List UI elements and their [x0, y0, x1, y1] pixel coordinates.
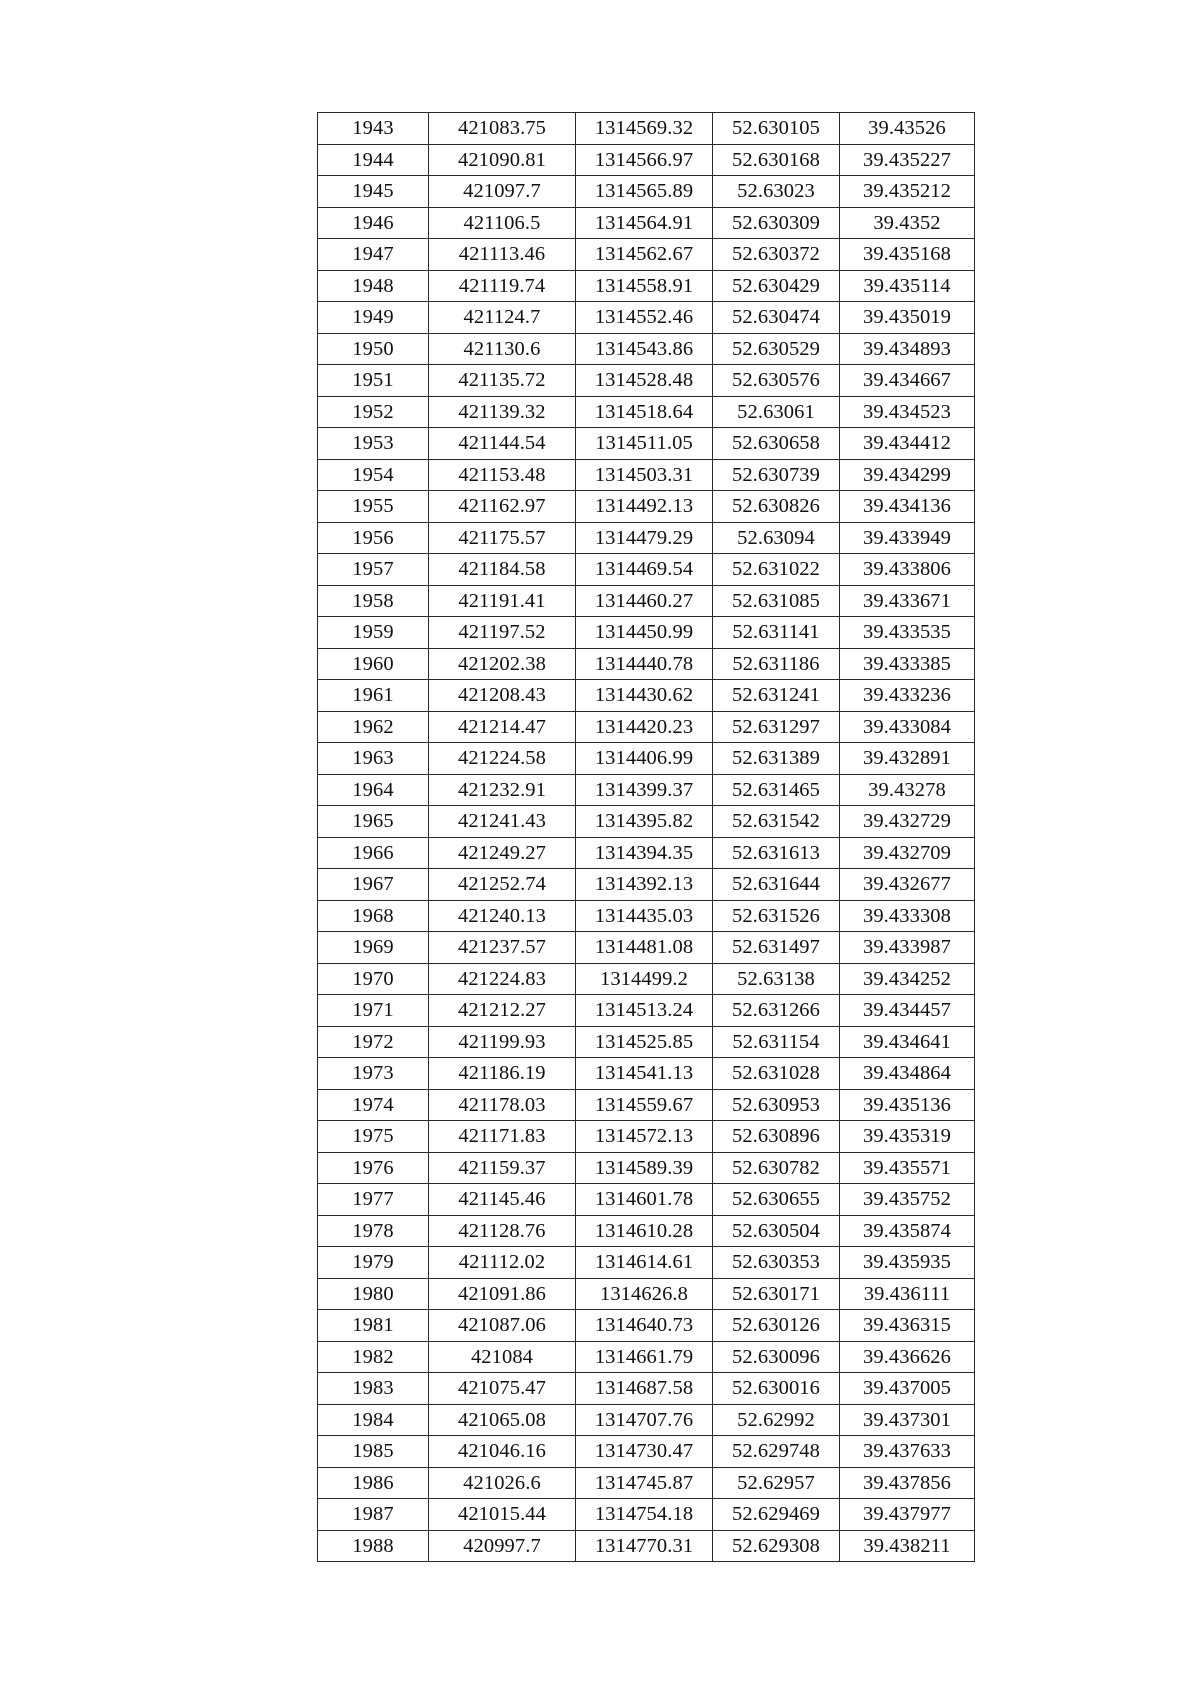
table-row: [318, 1058, 975, 1090]
longitude-cell: 39.434412: [840, 428, 975, 460]
table-row: [318, 711, 975, 743]
point-number-cell: 1982: [318, 1341, 429, 1373]
latitude-cell: 52.630096: [713, 1341, 840, 1373]
point-number-cell: 1973: [318, 1058, 429, 1090]
table-row: [318, 932, 975, 964]
point-number-cell: 1951: [318, 365, 429, 397]
latitude-cell: 52.631297: [713, 711, 840, 743]
x-coordinate-cell: 421199.93: [429, 1026, 576, 1058]
y-coordinate-cell: 1314754.18: [576, 1499, 713, 1531]
latitude-cell: 52.630474: [713, 302, 840, 334]
y-coordinate-cell: 1314481.08: [576, 932, 713, 964]
y-coordinate-cell: 1314707.76: [576, 1404, 713, 1436]
longitude-cell: 39.435168: [840, 239, 975, 271]
latitude-cell: 52.631465: [713, 774, 840, 806]
x-coordinate-cell: 421175.57: [429, 522, 576, 554]
table-row: [318, 900, 975, 932]
longitude-cell: 39.4352: [840, 207, 975, 239]
y-coordinate-cell: 1314430.62: [576, 680, 713, 712]
x-coordinate-cell: 421224.58: [429, 743, 576, 775]
point-number-cell: 1949: [318, 302, 429, 334]
longitude-cell: 39.433671: [840, 585, 975, 617]
point-number-cell: 1969: [318, 932, 429, 964]
latitude-cell: 52.630016: [713, 1373, 840, 1405]
y-coordinate-cell: 1314566.97: [576, 144, 713, 176]
longitude-cell: 39.43526: [840, 113, 975, 145]
x-coordinate-cell: 421191.41: [429, 585, 576, 617]
table-row: [318, 1530, 975, 1562]
point-number-cell: 1944: [318, 144, 429, 176]
longitude-cell: 39.434136: [840, 491, 975, 523]
latitude-cell: 52.630658: [713, 428, 840, 460]
longitude-cell: 39.435227: [840, 144, 975, 176]
longitude-cell: 39.435752: [840, 1184, 975, 1216]
y-coordinate-cell: 1314543.86: [576, 333, 713, 365]
table-row: [318, 1341, 975, 1373]
table-row: [318, 396, 975, 428]
table-row: [318, 207, 975, 239]
point-number-cell: 1985: [318, 1436, 429, 1468]
table-row: [318, 995, 975, 1027]
table-row: [318, 144, 975, 176]
latitude-cell: 52.629308: [713, 1530, 840, 1562]
x-coordinate-cell: 421119.74: [429, 270, 576, 302]
y-coordinate-cell: 1314770.31: [576, 1530, 713, 1562]
point-number-cell: 1961: [318, 680, 429, 712]
longitude-cell: 39.43278: [840, 774, 975, 806]
coordinates-table-container: [317, 112, 969, 1562]
latitude-cell: 52.631389: [713, 743, 840, 775]
longitude-cell: 39.434641: [840, 1026, 975, 1058]
latitude-cell: 52.62957: [713, 1467, 840, 1499]
table-row: [318, 522, 975, 554]
y-coordinate-cell: 1314518.64: [576, 396, 713, 428]
table-row: [318, 302, 975, 334]
x-coordinate-cell: 421184.58: [429, 554, 576, 586]
y-coordinate-cell: 1314661.79: [576, 1341, 713, 1373]
x-coordinate-cell: 421178.03: [429, 1089, 576, 1121]
point-number-cell: 1952: [318, 396, 429, 428]
point-number-cell: 1947: [318, 239, 429, 271]
x-coordinate-cell: 421232.91: [429, 774, 576, 806]
point-number-cell: 1986: [318, 1467, 429, 1499]
table-row: [318, 491, 975, 523]
longitude-cell: 39.438211: [840, 1530, 975, 1562]
longitude-cell: 39.435019: [840, 302, 975, 334]
table-row: [318, 617, 975, 649]
table-row: [318, 963, 975, 995]
y-coordinate-cell: 1314399.37: [576, 774, 713, 806]
table-row: [318, 459, 975, 491]
x-coordinate-cell: 421046.16: [429, 1436, 576, 1468]
latitude-cell: 52.631141: [713, 617, 840, 649]
table-row: [318, 774, 975, 806]
y-coordinate-cell: 1314569.32: [576, 113, 713, 145]
latitude-cell: 52.631497: [713, 932, 840, 964]
table-row: [318, 1215, 975, 1247]
table-row: [318, 837, 975, 869]
latitude-cell: 52.630372: [713, 239, 840, 271]
longitude-cell: 39.433308: [840, 900, 975, 932]
longitude-cell: 39.432677: [840, 869, 975, 901]
point-number-cell: 1984: [318, 1404, 429, 1436]
latitude-cell: 52.631613: [713, 837, 840, 869]
x-coordinate-cell: 421249.27: [429, 837, 576, 869]
x-coordinate-cell: 421197.52: [429, 617, 576, 649]
point-number-cell: 1956: [318, 522, 429, 554]
x-coordinate-cell: 421145.46: [429, 1184, 576, 1216]
latitude-cell: 52.631154: [713, 1026, 840, 1058]
y-coordinate-cell: 1314503.31: [576, 459, 713, 491]
table-row: [318, 1247, 975, 1279]
longitude-cell: 39.437856: [840, 1467, 975, 1499]
latitude-cell: 52.630309: [713, 207, 840, 239]
x-coordinate-cell: 421159.37: [429, 1152, 576, 1184]
y-coordinate-cell: 1314601.78: [576, 1184, 713, 1216]
x-coordinate-cell: 421241.43: [429, 806, 576, 838]
latitude-cell: 52.631266: [713, 995, 840, 1027]
latitude-cell: 52.631241: [713, 680, 840, 712]
x-coordinate-cell: 421186.19: [429, 1058, 576, 1090]
longitude-cell: 39.437633: [840, 1436, 975, 1468]
point-number-cell: 1963: [318, 743, 429, 775]
y-coordinate-cell: 1314492.13: [576, 491, 713, 523]
table-row: [318, 585, 975, 617]
x-coordinate-cell: 421090.81: [429, 144, 576, 176]
y-coordinate-cell: 1314614.61: [576, 1247, 713, 1279]
table-row: [318, 1373, 975, 1405]
table-row: [318, 554, 975, 586]
x-coordinate-cell: 421112.02: [429, 1247, 576, 1279]
longitude-cell: 39.435935: [840, 1247, 975, 1279]
point-number-cell: 1950: [318, 333, 429, 365]
longitude-cell: 39.433987: [840, 932, 975, 964]
latitude-cell: 52.63138: [713, 963, 840, 995]
longitude-cell: 39.435114: [840, 270, 975, 302]
longitude-cell: 39.437005: [840, 1373, 975, 1405]
point-number-cell: 1946: [318, 207, 429, 239]
longitude-cell: 39.436111: [840, 1278, 975, 1310]
table-row: [318, 743, 975, 775]
x-coordinate-cell: 421162.97: [429, 491, 576, 523]
point-number-cell: 1976: [318, 1152, 429, 1184]
longitude-cell: 39.434864: [840, 1058, 975, 1090]
table-row: [318, 333, 975, 365]
y-coordinate-cell: 1314525.85: [576, 1026, 713, 1058]
latitude-cell: 52.631028: [713, 1058, 840, 1090]
x-coordinate-cell: 421075.47: [429, 1373, 576, 1405]
y-coordinate-cell: 1314499.2: [576, 963, 713, 995]
x-coordinate-cell: 421084: [429, 1341, 576, 1373]
point-number-cell: 1979: [318, 1247, 429, 1279]
table-row: [318, 428, 975, 460]
longitude-cell: 39.433535: [840, 617, 975, 649]
point-number-cell: 1971: [318, 995, 429, 1027]
y-coordinate-cell: 1314572.13: [576, 1121, 713, 1153]
point-number-cell: 1965: [318, 806, 429, 838]
longitude-cell: 39.435136: [840, 1089, 975, 1121]
latitude-cell: 52.630896: [713, 1121, 840, 1153]
table-row: [318, 1404, 975, 1436]
point-number-cell: 1987: [318, 1499, 429, 1531]
y-coordinate-cell: 1314435.03: [576, 900, 713, 932]
x-coordinate-cell: 421130.6: [429, 333, 576, 365]
point-number-cell: 1981: [318, 1310, 429, 1342]
latitude-cell: 52.629748: [713, 1436, 840, 1468]
table-row: [318, 869, 975, 901]
x-coordinate-cell: 421144.54: [429, 428, 576, 460]
latitude-cell: 52.629469: [713, 1499, 840, 1531]
longitude-cell: 39.432729: [840, 806, 975, 838]
point-number-cell: 1959: [318, 617, 429, 649]
point-number-cell: 1953: [318, 428, 429, 460]
x-coordinate-cell: 421087.06: [429, 1310, 576, 1342]
y-coordinate-cell: 1314552.46: [576, 302, 713, 334]
point-number-cell: 1980: [318, 1278, 429, 1310]
y-coordinate-cell: 1314745.87: [576, 1467, 713, 1499]
x-coordinate-cell: 421106.5: [429, 207, 576, 239]
x-coordinate-cell: 421091.86: [429, 1278, 576, 1310]
x-coordinate-cell: 421224.83: [429, 963, 576, 995]
point-number-cell: 1978: [318, 1215, 429, 1247]
longitude-cell: 39.433236: [840, 680, 975, 712]
x-coordinate-cell: 421128.76: [429, 1215, 576, 1247]
latitude-cell: 52.630353: [713, 1247, 840, 1279]
latitude-cell: 52.630504: [713, 1215, 840, 1247]
coordinates-table: [317, 112, 975, 1562]
longitude-cell: 39.437301: [840, 1404, 975, 1436]
y-coordinate-cell: 1314420.23: [576, 711, 713, 743]
longitude-cell: 39.432891: [840, 743, 975, 775]
x-coordinate-cell: 421026.6: [429, 1467, 576, 1499]
point-number-cell: 1960: [318, 648, 429, 680]
latitude-cell: 52.631542: [713, 806, 840, 838]
table-row: [318, 1310, 975, 1342]
x-coordinate-cell: 421097.7: [429, 176, 576, 208]
point-number-cell: 1988: [318, 1530, 429, 1562]
longitude-cell: 39.433385: [840, 648, 975, 680]
y-coordinate-cell: 1314513.24: [576, 995, 713, 1027]
y-coordinate-cell: 1314558.91: [576, 270, 713, 302]
table-row: [318, 113, 975, 145]
x-coordinate-cell: 421139.32: [429, 396, 576, 428]
y-coordinate-cell: 1314559.67: [576, 1089, 713, 1121]
point-number-cell: 1964: [318, 774, 429, 806]
point-number-cell: 1983: [318, 1373, 429, 1405]
table-row: [318, 1499, 975, 1531]
longitude-cell: 39.435571: [840, 1152, 975, 1184]
latitude-cell: 52.630739: [713, 459, 840, 491]
longitude-cell: 39.433084: [840, 711, 975, 743]
x-coordinate-cell: 421212.27: [429, 995, 576, 1027]
table-row: [318, 239, 975, 271]
latitude-cell: 52.630126: [713, 1310, 840, 1342]
y-coordinate-cell: 1314687.58: [576, 1373, 713, 1405]
y-coordinate-cell: 1314460.27: [576, 585, 713, 617]
latitude-cell: 52.630782: [713, 1152, 840, 1184]
x-coordinate-cell: 421015.44: [429, 1499, 576, 1531]
point-number-cell: 1962: [318, 711, 429, 743]
y-coordinate-cell: 1314469.54: [576, 554, 713, 586]
y-coordinate-cell: 1314562.67: [576, 239, 713, 271]
point-number-cell: 1970: [318, 963, 429, 995]
x-coordinate-cell: 421208.43: [429, 680, 576, 712]
latitude-cell: 52.63061: [713, 396, 840, 428]
y-coordinate-cell: 1314395.82: [576, 806, 713, 838]
longitude-cell: 39.434252: [840, 963, 975, 995]
longitude-cell: 39.433949: [840, 522, 975, 554]
latitude-cell: 52.631526: [713, 900, 840, 932]
y-coordinate-cell: 1314626.8: [576, 1278, 713, 1310]
point-number-cell: 1975: [318, 1121, 429, 1153]
latitude-cell: 52.630168: [713, 144, 840, 176]
latitude-cell: 52.631186: [713, 648, 840, 680]
y-coordinate-cell: 1314564.91: [576, 207, 713, 239]
latitude-cell: 52.631644: [713, 869, 840, 901]
point-number-cell: 1943: [318, 113, 429, 145]
latitude-cell: 52.630105: [713, 113, 840, 145]
x-coordinate-cell: 421240.13: [429, 900, 576, 932]
table-row: [318, 648, 975, 680]
x-coordinate-cell: 421065.08: [429, 1404, 576, 1436]
y-coordinate-cell: 1314640.73: [576, 1310, 713, 1342]
y-coordinate-cell: 1314450.99: [576, 617, 713, 649]
longitude-cell: 39.432709: [840, 837, 975, 869]
latitude-cell: 52.630826: [713, 491, 840, 523]
point-number-cell: 1948: [318, 270, 429, 302]
point-number-cell: 1955: [318, 491, 429, 523]
x-coordinate-cell: 421214.47: [429, 711, 576, 743]
longitude-cell: 39.436315: [840, 1310, 975, 1342]
y-coordinate-cell: 1314541.13: [576, 1058, 713, 1090]
table-row: [318, 270, 975, 302]
latitude-cell: 52.630171: [713, 1278, 840, 1310]
x-coordinate-cell: 421135.72: [429, 365, 576, 397]
point-number-cell: 1977: [318, 1184, 429, 1216]
latitude-cell: 52.63023: [713, 176, 840, 208]
latitude-cell: 52.631022: [713, 554, 840, 586]
y-coordinate-cell: 1314440.78: [576, 648, 713, 680]
table-row: [318, 1121, 975, 1153]
longitude-cell: 39.434667: [840, 365, 975, 397]
latitude-cell: 52.631085: [713, 585, 840, 617]
y-coordinate-cell: 1314589.39: [576, 1152, 713, 1184]
point-number-cell: 1957: [318, 554, 429, 586]
point-number-cell: 1954: [318, 459, 429, 491]
y-coordinate-cell: 1314730.47: [576, 1436, 713, 1468]
latitude-cell: 52.63094: [713, 522, 840, 554]
point-number-cell: 1966: [318, 837, 429, 869]
longitude-cell: 39.434299: [840, 459, 975, 491]
y-coordinate-cell: 1314394.35: [576, 837, 713, 869]
longitude-cell: 39.434893: [840, 333, 975, 365]
latitude-cell: 52.630953: [713, 1089, 840, 1121]
x-coordinate-cell: 421202.38: [429, 648, 576, 680]
table-row: [318, 680, 975, 712]
longitude-cell: 39.436626: [840, 1341, 975, 1373]
latitude-cell: 52.630429: [713, 270, 840, 302]
x-coordinate-cell: 421252.74: [429, 869, 576, 901]
y-coordinate-cell: 1314392.13: [576, 869, 713, 901]
table-row: [318, 176, 975, 208]
coordinates-table-body: [318, 113, 975, 1562]
point-number-cell: 1972: [318, 1026, 429, 1058]
table-row: [318, 1152, 975, 1184]
x-coordinate-cell: 421083.75: [429, 113, 576, 145]
table-row: [318, 1184, 975, 1216]
point-number-cell: 1958: [318, 585, 429, 617]
point-number-cell: 1974: [318, 1089, 429, 1121]
table-row: [318, 1026, 975, 1058]
x-coordinate-cell: 421171.83: [429, 1121, 576, 1153]
x-coordinate-cell: 421124.7: [429, 302, 576, 334]
latitude-cell: 52.630529: [713, 333, 840, 365]
x-coordinate-cell: 421113.46: [429, 239, 576, 271]
longitude-cell: 39.437977: [840, 1499, 975, 1531]
y-coordinate-cell: 1314479.29: [576, 522, 713, 554]
longitude-cell: 39.435319: [840, 1121, 975, 1153]
latitude-cell: 52.62992: [713, 1404, 840, 1436]
y-coordinate-cell: 1314610.28: [576, 1215, 713, 1247]
x-coordinate-cell: 421153.48: [429, 459, 576, 491]
table-row: [318, 365, 975, 397]
table-row: [318, 1278, 975, 1310]
table-row: [318, 1436, 975, 1468]
longitude-cell: 39.433806: [840, 554, 975, 586]
longitude-cell: 39.435874: [840, 1215, 975, 1247]
table-row: [318, 1467, 975, 1499]
x-coordinate-cell: 420997.7: [429, 1530, 576, 1562]
y-coordinate-cell: 1314511.05: [576, 428, 713, 460]
y-coordinate-cell: 1314406.99: [576, 743, 713, 775]
y-coordinate-cell: 1314528.48: [576, 365, 713, 397]
latitude-cell: 52.630576: [713, 365, 840, 397]
latitude-cell: 52.630655: [713, 1184, 840, 1216]
table-row: [318, 1089, 975, 1121]
y-coordinate-cell: 1314565.89: [576, 176, 713, 208]
table-row: [318, 806, 975, 838]
point-number-cell: 1968: [318, 900, 429, 932]
point-number-cell: 1945: [318, 176, 429, 208]
longitude-cell: 39.434523: [840, 396, 975, 428]
longitude-cell: 39.435212: [840, 176, 975, 208]
x-coordinate-cell: 421237.57: [429, 932, 576, 964]
point-number-cell: 1967: [318, 869, 429, 901]
longitude-cell: 39.434457: [840, 995, 975, 1027]
